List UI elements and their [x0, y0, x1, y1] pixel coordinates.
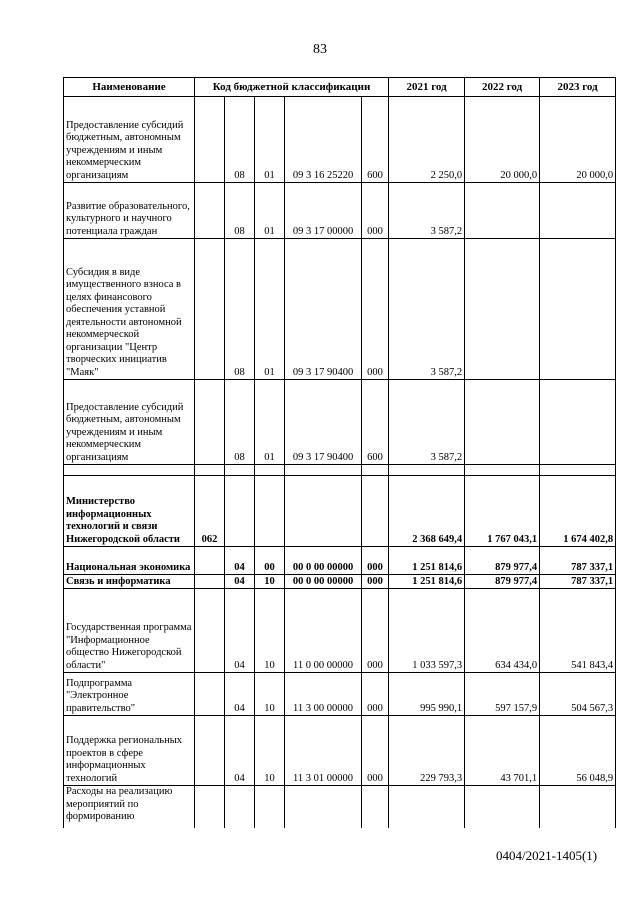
row-2021: 229 793,3	[389, 716, 465, 786]
row-name: Субсидия в виде имущественного взноса в целях финансового обеспечения уставной деятельности автономной некоммерческой организации "Центр творческих инициатив "Маяк"	[64, 239, 195, 380]
row-2021: 995 990,1	[389, 673, 465, 716]
row-name: Государственная программа "Информационное общество Нижегородской области"	[64, 589, 195, 673]
row-section	[225, 786, 255, 828]
row-vr: 000	[362, 547, 389, 575]
row-vr: 600	[362, 380, 389, 465]
table-row	[64, 786, 616, 828]
row-2023	[540, 786, 616, 828]
row-article: 11 3 01 00000	[285, 716, 362, 786]
header-name: Наименование	[64, 78, 195, 97]
row-2023	[540, 183, 616, 239]
row-ministry	[195, 547, 225, 575]
table-row	[64, 380, 616, 465]
row-name: Расходы на реализацию мероприятий по формированию	[64, 786, 195, 828]
row-ministry	[195, 239, 225, 380]
row-subsection: 00	[255, 547, 285, 575]
row-2023: 787 337,1	[540, 547, 616, 575]
row-section: 08	[225, 239, 255, 380]
table-row	[64, 183, 616, 239]
page-number: 83	[313, 42, 327, 57]
row-ministry	[195, 673, 225, 716]
row-ministry	[195, 575, 225, 589]
row-section: 08	[225, 183, 255, 239]
row-section: 04	[225, 575, 255, 589]
row-vr: 000	[362, 239, 389, 380]
row-2021: 2 368 649,4	[389, 476, 465, 547]
row-section: 04	[225, 589, 255, 673]
row-subsection: 01	[255, 239, 285, 380]
table-row	[64, 589, 616, 673]
row-name: Поддержка региональных проектов в сфере информационных технологий	[64, 716, 195, 786]
row-article	[285, 786, 362, 828]
row-2022: 879 977,4	[465, 547, 540, 575]
row-2022: 634 434,0	[465, 589, 540, 673]
row-2021: 2 250,0	[389, 97, 465, 183]
table-row	[64, 575, 616, 589]
row-ministry	[195, 183, 225, 239]
row-section: 08	[225, 380, 255, 465]
budget-table	[63, 77, 616, 828]
header-row	[64, 78, 616, 97]
row-subsection: 10	[255, 673, 285, 716]
row-article: 11 3 00 00000	[285, 673, 362, 716]
row-2022: 20 000,0	[465, 97, 540, 183]
row-article: 00 0 00 00000	[285, 575, 362, 589]
row-2022: 879 977,4	[465, 575, 540, 589]
row-vr: 000	[362, 575, 389, 589]
row-vr: 000	[362, 183, 389, 239]
row-2023: 787 337,1	[540, 575, 616, 589]
row-2023: 1 674 402,8	[540, 476, 616, 547]
row-subsection	[255, 786, 285, 828]
header-2021: 2021 год	[389, 78, 465, 97]
row-2021	[389, 786, 465, 828]
table-row	[64, 97, 616, 183]
row-vr	[362, 786, 389, 828]
row-name: Подпрограмма "Электронное правительство"	[64, 673, 195, 716]
row-ministry	[195, 589, 225, 673]
row-article: 09 3 17 90400	[285, 239, 362, 380]
row-section: 04	[225, 547, 255, 575]
row-subsection: 10	[255, 716, 285, 786]
row-section	[225, 476, 255, 547]
row-vr	[362, 476, 389, 547]
row-subsection: 01	[255, 183, 285, 239]
row-name: Предоставление субсидий бюджетным, автономным учреждениям и иным некоммерческим организациям	[64, 97, 195, 183]
document-code: 0404/2021-1405(1)	[496, 848, 598, 863]
row-2023: 20 000,0	[540, 97, 616, 183]
row-subsection: 01	[255, 380, 285, 465]
table-row	[64, 673, 616, 716]
row-section: 08	[225, 97, 255, 183]
row-article	[285, 476, 362, 547]
row-article: 09 3 17 00000	[285, 183, 362, 239]
row-article: 00 0 00 00000	[285, 547, 362, 575]
row-section: 04	[225, 716, 255, 786]
row-2022: 597 157,9	[465, 673, 540, 716]
row-subsection: 10	[255, 575, 285, 589]
row-ministry	[195, 786, 225, 828]
row-2021: 3 587,2	[389, 239, 465, 380]
row-ministry	[195, 380, 225, 465]
spacer-row	[64, 465, 616, 476]
row-2022	[465, 380, 540, 465]
row-article: 09 3 16 25220	[285, 97, 362, 183]
row-name: Предоставление субсидий бюджетным, автономным учреждениям и иным некоммерческим организациям	[64, 380, 195, 465]
row-2023: 504 567,3	[540, 673, 616, 716]
row-section: 04	[225, 673, 255, 716]
header-2023: 2023 год	[540, 78, 616, 97]
row-2021: 3 587,2	[389, 380, 465, 465]
row-2023: 541 843,4	[540, 589, 616, 673]
row-2023: 56 048,9	[540, 716, 616, 786]
row-article: 09 3 17 90400	[285, 380, 362, 465]
row-2023	[540, 380, 616, 465]
row-vr: 000	[362, 673, 389, 716]
table-row	[64, 476, 616, 547]
row-2023	[540, 239, 616, 380]
table-row	[64, 239, 616, 380]
row-2021: 1 251 814,6	[389, 575, 465, 589]
row-vr: 600	[362, 97, 389, 183]
row-name: Связь и информатика	[64, 575, 195, 589]
row-2022	[465, 239, 540, 380]
row-ministry	[195, 716, 225, 786]
row-2021: 3 587,2	[389, 183, 465, 239]
row-subsection: 01	[255, 97, 285, 183]
header-2022: 2022 год	[465, 78, 540, 97]
row-2022	[465, 183, 540, 239]
header-code: Код бюджетной классификации	[195, 78, 389, 97]
row-2021: 1 251 814,6	[389, 547, 465, 575]
row-2022: 1 767 043,1	[465, 476, 540, 547]
row-name: Развитие образовательного, культурного и научного потенциала граждан	[64, 183, 195, 239]
row-vr: 000	[362, 716, 389, 786]
row-ministry	[195, 97, 225, 183]
row-name: Министерство информационных технологий и связи Нижегородской области	[64, 476, 195, 547]
row-2021: 1 033 597,3	[389, 589, 465, 673]
row-vr: 000	[362, 589, 389, 673]
row-2022	[465, 786, 540, 828]
row-name: Национальная экономика	[64, 547, 195, 575]
row-article: 11 0 00 00000	[285, 589, 362, 673]
table-row	[64, 716, 616, 786]
table-row	[64, 547, 616, 575]
row-subsection	[255, 476, 285, 547]
row-subsection: 10	[255, 589, 285, 673]
row-2022: 43 701,1	[465, 716, 540, 786]
row-ministry: 062	[195, 476, 225, 547]
